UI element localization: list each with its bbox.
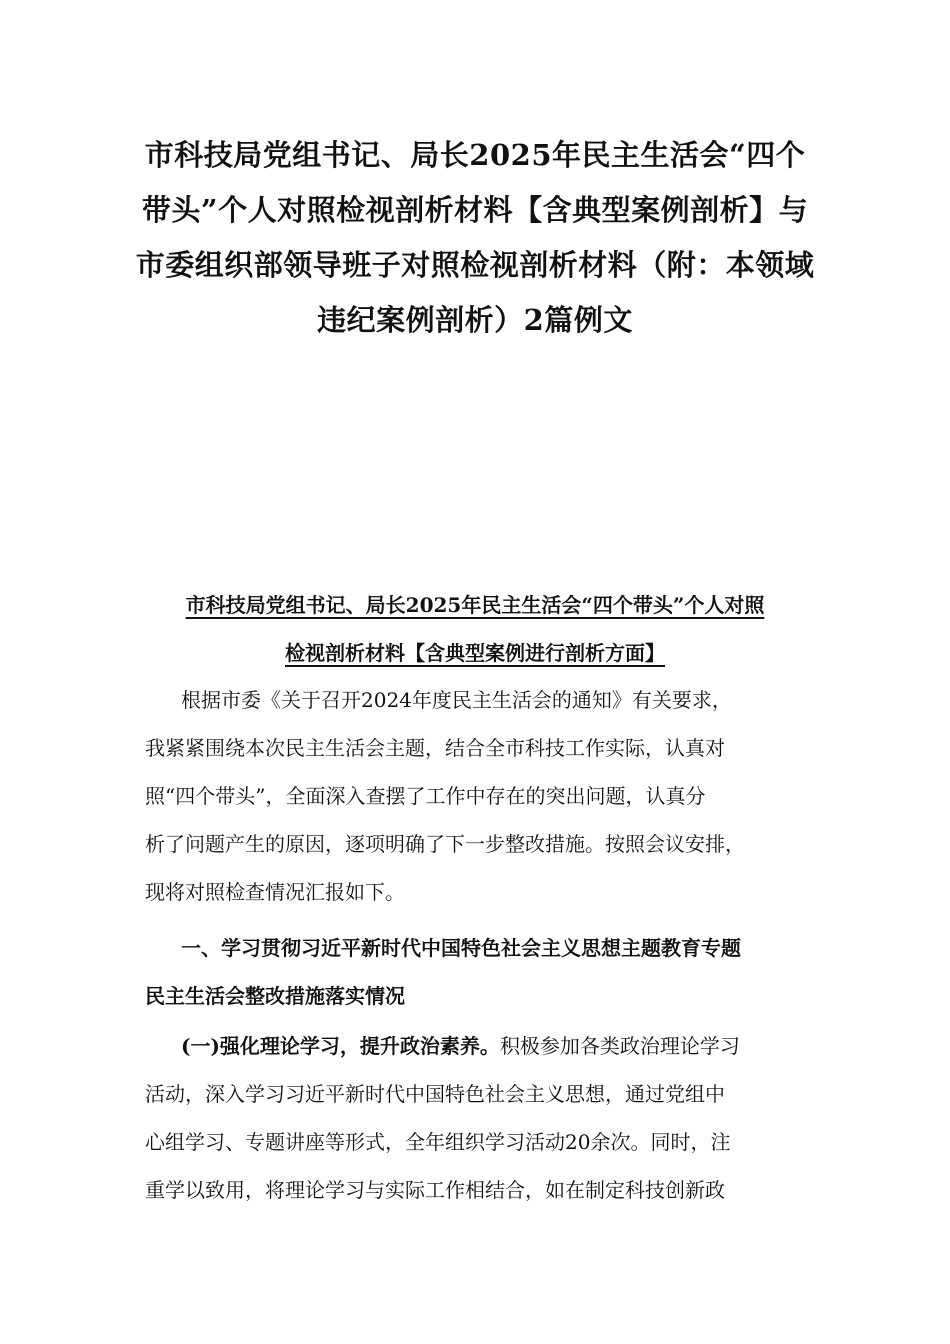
heading-line: 民主生活会整改措施落实情况: [145, 984, 405, 1008]
paragraph-line: 析了问题产生的原因，逐项明确了下一步整改措施。按照会议安排，: [145, 832, 745, 856]
paragraph-first-line: [145, 1022, 810, 1070]
document-title-line: 市科技局党组书记、局长2025年民主生活会“四个带头”个人对照: [185, 593, 765, 617]
paragraph-line: 现将对照检查情况汇报如下。: [145, 880, 405, 904]
document-title: [120, 581, 830, 677]
main-title-line: 违纪案例剖析）2篇例文: [317, 303, 633, 337]
main-title-line: 带头”个人对照检视剖析材料【含典型案例剖析】与: [141, 193, 809, 227]
document-title-line-wrap: [120, 581, 830, 629]
main-title: [120, 128, 830, 348]
intro-paragraph: [145, 676, 810, 916]
subsection-paragraph: [145, 1022, 810, 1214]
paragraph-line: 照“四个带头”，全面深入查摆了工作中存在的突出问题，认真分: [145, 784, 706, 808]
main-title-line: 市委组织部领导班子对照检视剖析材料（附：本领域: [135, 248, 815, 282]
paragraph-line: 心组学习、专题讲座等形式，全年组织学习活动20余次。同时，注: [145, 1130, 731, 1154]
paragraph-line: 我紧紧围绕本次民主生活会主题，结合全市科技工作实际，认真对: [145, 736, 725, 760]
document-title-line: 检视剖析材料【含典型案例进行剖析方面】: [285, 641, 665, 665]
paragraph-line: 重学以致用，将理论学习与实际工作相结合，如在制定科技创新政: [145, 1178, 725, 1202]
paragraph-line-rest: 积极参加各类政治理论学习: [499, 1034, 740, 1058]
paragraph-line: 根据市委《关于召开2024年度民主生活会的通知》有关要求，: [181, 688, 732, 712]
heading-line: 一、学习贯彻习近平新时代中国特色社会主义思想主题教育专题: [181, 936, 741, 960]
section-heading: [145, 924, 810, 1020]
document-title-line-wrap: [120, 629, 830, 677]
subsection-heading: (一)强化理论学习，提升政治素养。: [181, 1034, 500, 1058]
paragraph-line: 活动，深入学习习近平新时代中国特色社会主义思想，通过党组中: [145, 1082, 725, 1106]
main-title-line: 市科技局党组书记、局长2025年民主生活会“四个: [144, 138, 806, 172]
